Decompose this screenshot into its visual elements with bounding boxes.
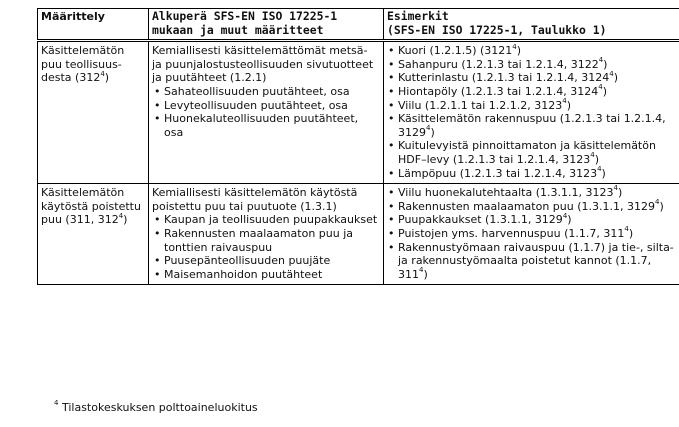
- example-text: Puupakkaukset (1.3.1.1, 3129: [398, 213, 563, 227]
- example-text: Kutterinlastu (1.2.1.3 tai 1.2.1.4, 3124: [398, 71, 610, 85]
- header-row: [38, 9, 679, 41]
- footnote-text: Tilastokeskuksen polttoaineluokitus: [61, 401, 258, 414]
- row2-origin-cell: [149, 184, 384, 285]
- list-item: [387, 139, 677, 166]
- list-item: [387, 186, 677, 200]
- list-item: [387, 96, 677, 113]
- example-sup: 4: [590, 151, 595, 160]
- list-item: • Maisemanhoidon puutähteet: [153, 268, 380, 282]
- row1-definition: Käsittelemätön puu teollisuus-desta (312: [41, 44, 125, 85]
- list-item: [387, 112, 677, 139]
- row2-definition-sup: 4: [118, 211, 124, 220]
- list-item: • Levyteollisuuden puutähteet, osa: [153, 99, 380, 113]
- list-item: • Kaupan ja teollisuuden puupakkaukset: [153, 213, 380, 227]
- row2-definition-end: ): [123, 213, 128, 227]
- row1-origin-cell: [149, 41, 384, 184]
- row1-definition-cell: [38, 41, 149, 184]
- row1-examples-list: [387, 44, 677, 180]
- example-end: ): [423, 267, 428, 281]
- header-examples-source: (SFS-EN ISO 17225-1, Taulukko 1): [387, 22, 607, 37]
- header-examples-title: Esimerkit: [387, 9, 449, 23]
- list-item: [387, 227, 677, 241]
- list-item: [387, 85, 677, 99]
- row2-examples-list: [387, 186, 677, 281]
- list-item: • Puusepänteollisuuden puujäte: [153, 254, 380, 268]
- row1-origin-list: [153, 85, 380, 139]
- row2-definition-cell: [38, 184, 149, 285]
- row1-examples-cell: [384, 41, 679, 184]
- example-end: ): [659, 199, 664, 213]
- example-end: ): [628, 226, 634, 240]
- list-item: [387, 71, 677, 85]
- example-sup: 4: [562, 211, 568, 220]
- example-end: ): [613, 71, 619, 85]
- example-sup: 4: [613, 184, 618, 193]
- example-sup: 4: [624, 225, 629, 234]
- example-sup: 4: [654, 198, 660, 207]
- fuel-classification-table: [37, 8, 679, 285]
- example-text: Viilu huonekalutehtaalta (1.3.1.1, 3123: [398, 186, 614, 200]
- example-end: ): [603, 57, 608, 71]
- example-sup: 4: [598, 56, 604, 65]
- example-end: ): [566, 98, 572, 112]
- table-row: [38, 184, 679, 285]
- example-sup: 4: [562, 96, 567, 105]
- example-sup: 4: [419, 266, 424, 275]
- example-text: Puistojen yms. harvennuspuu (1.1.7, 311: [398, 226, 625, 240]
- row2-definition: Käsittelemätön käytöstä poistettu puu (311, 312: [41, 186, 141, 227]
- example-end: ): [567, 213, 572, 227]
- example-text: Kuitulevyistä pinnoittamaton ja käsittelemätön HDF–levy (1.2.1.3 tai 1.2.1.4, 3123: [398, 139, 656, 166]
- table-row: [38, 41, 679, 184]
- example-text: Sahanpuru (1.2.1.3 tai 1.2.1.4, 3122: [398, 57, 599, 71]
- example-end: ): [516, 44, 522, 58]
- list-item: • Rakennusten maalaamaton puu ja tonttien raivauspuu: [153, 227, 380, 254]
- example-text: Rakennusten maalaamaton puu (1.3.1.1, 3129: [398, 199, 655, 213]
- row2-examples-cell: [384, 184, 679, 285]
- header-origin: Alkuperä SFS-EN ISO 17225-1 mukaan ja muut määritteet: [149, 9, 384, 41]
- row1-origin-text: Kemiallisesti käsittelemättömät metsä- ja puunjalostusteollisuuden sivutuotteet ja puutähteet (1.2.1): [152, 44, 374, 85]
- list-item: • Huonekaluteollisuuden puutähteet, osa: [153, 112, 380, 139]
- list-item: [387, 213, 677, 227]
- header-definition: Määrittely: [38, 9, 149, 41]
- header-examples: [384, 9, 679, 41]
- example-end: ): [602, 84, 607, 98]
- example-sup: 4: [597, 164, 602, 173]
- footnote-marker: 4: [54, 399, 59, 408]
- list-item: • Sahateollisuuden puutähteet, osa: [153, 85, 380, 99]
- example-end: ): [617, 186, 623, 200]
- example-text: Rakennustyömaan raivauspuu (1.1.7) ja tie-, silta- ja rakennustyömaalta poistetut kannot (1.1.7, 311: [398, 240, 674, 281]
- footnote: [54, 401, 258, 415]
- example-text: Kuori (1.2.1.5) (3121: [398, 44, 513, 58]
- example-sup: 4: [426, 124, 431, 133]
- example-sup: 4: [512, 42, 517, 51]
- row2-origin-list: [153, 213, 380, 281]
- example-end: ): [601, 166, 606, 180]
- example-end: ): [430, 125, 435, 139]
- example-sup: 4: [598, 83, 603, 92]
- example-text: Käsittelemätön rakennuspuu (1.2.1.3 tai 1.2.1.4, 3129: [398, 112, 666, 139]
- list-item: [387, 58, 677, 72]
- list-item: [387, 44, 677, 58]
- list-item: [387, 241, 677, 282]
- list-item: [387, 164, 677, 181]
- list-item: [387, 200, 677, 214]
- example-text: Viilu (1.2.1.1 tai 1.2.1.2, 3123: [398, 98, 563, 112]
- example-sup: 4: [609, 69, 614, 78]
- example-end: ): [594, 152, 600, 166]
- row1-definition-end: ): [104, 71, 110, 85]
- example-text: Lämpöpuu (1.2.1.3 tai 1.2.1.4, 3123: [398, 166, 598, 180]
- example-text: Hiontapöly (1.2.1.3 tai 1.2.1.4, 3124: [398, 84, 599, 98]
- row2-origin-text: Kemiallisesti käsittelemätön käytöstä poistettu puu tai puutuote (1.3.1): [152, 186, 358, 213]
- row1-definition-sup: 4: [100, 69, 105, 78]
